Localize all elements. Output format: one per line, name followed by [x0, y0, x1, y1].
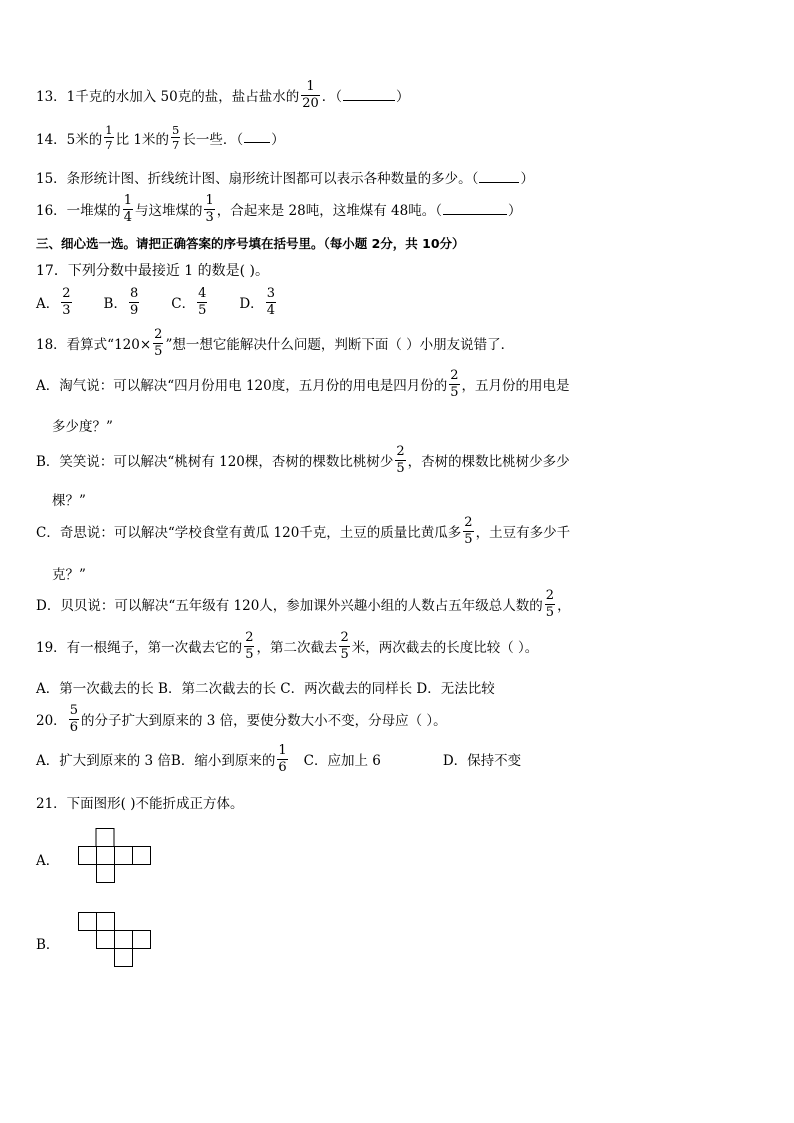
- q18-option-d[interactable]: D．贝贝说：可以解决“五年级有 120人，参加课外兴趣小组的人数占五年级总人数的 $\frac{2}{5}$ ，: [36, 588, 571, 620]
- question-16: 16．一堆煤的 $\frac{1}{4}$ 与这堆煤的 $\frac{1}{3}$ ，合起来是 28吨，这堆煤有 48吨。（ ）: [36, 193, 522, 225]
- fraction: $\frac{1}{20}$: [302, 79, 319, 111]
- question-20: 20． $\frac{5}{6}$ 的分子扩大到原来的 3 倍，要使分数大小不变，分母应（ ）。: [36, 703, 447, 735]
- fraction: $\frac{5}{6}$: [69, 703, 78, 735]
- option-a[interactable]: A．扩大到原来的 3 倍: [36, 753, 171, 770]
- question-14: 14．5米的 $\frac{1}{7}$ 比 1米的 $\frac{5}{7}$ 长一些．（ ）: [36, 123, 285, 153]
- q18-option-a-cont: 多少度？”: [52, 419, 113, 435]
- option-b[interactable]: B． $\frac{8}{9}$: [103, 286, 139, 318]
- question-17: 17．下列分数中最接近 1 的数是( )。: [36, 263, 269, 279]
- q19-options[interactable]: A．第一次截去的长 B．第二次截去的长 C．两次截去的同样长 D．无法比较: [36, 681, 495, 697]
- fraction: $\frac{2}{5}$: [545, 588, 555, 620]
- question-13: 13．1千克的水加入 50克的盐，盐占盐水的 $\frac{1}{20}$ ．（ ）: [36, 79, 410, 111]
- fraction: $\frac{1}{7}$: [105, 123, 113, 153]
- section-heading: 三、细心选一选。请把正确答案的序号填在括号里。（每小题 2分，共 10分）: [36, 236, 465, 251]
- option-a[interactable]: A． $\frac{2}{3}$: [36, 286, 71, 318]
- option-c[interactable]: C． $\frac{4}{5}$: [171, 286, 207, 318]
- option-d[interactable]: D． $\frac{3}{4}$: [239, 286, 275, 318]
- answer-blank[interactable]: [443, 204, 507, 215]
- fraction: $\frac{2}{3}$: [62, 286, 71, 318]
- cube-net-a: [78, 828, 152, 886]
- q18-option-b[interactable]: B．笑笑说：可以解决“桃树有 120棵，杏树的棵数比桃树少 $\frac{2}{5}$ ，杏树的棵数比桃树少多少: [36, 444, 570, 476]
- question-15: 15．条形统计图、折线统计图、扇形统计图都可以表示各种数量的多少。（ ）: [36, 171, 534, 187]
- fraction: $\frac{8}{9}$: [129, 286, 139, 318]
- question-19: 19．有一根绳子，第一次截去它的 $\frac{2}{5}$ ，第二次截去 $\frac{2}{5}$ 米，两次截去的长度比较（ ）。: [36, 630, 539, 662]
- answer-blank[interactable]: [244, 132, 270, 143]
- fraction: $\frac{1}{6}$: [278, 743, 287, 775]
- option-b[interactable]: B．缩小到原来的 $\frac{1}{6}$: [170, 743, 287, 775]
- question-21: 21．下面图形( )不能折成正方体。: [36, 796, 244, 812]
- fraction: $\frac{2}{5}$: [396, 444, 405, 476]
- fraction: $\frac{3}{4}$: [266, 286, 275, 318]
- q13-text: 13．1千克的水加入 50克的盐，盐占盐水的: [36, 89, 300, 106]
- fraction: $\frac{1}{3}$: [205, 193, 214, 225]
- question-18: 18．看算式“120× $\frac{2}{5}$ ”想一想它能解决什么问题，判断下面（ ）小朋友说错了．: [36, 327, 515, 359]
- q20-options: [36, 744, 521, 774]
- answer-blank[interactable]: [343, 90, 395, 101]
- cube-net-b: [78, 912, 152, 970]
- fraction: $\frac{4}{5}$: [198, 286, 207, 318]
- fraction: $\frac{5}{7}$: [172, 123, 180, 153]
- q18-option-c-cont: 克？”: [52, 567, 86, 583]
- q17-options: [36, 287, 278, 317]
- fraction: $\frac{2}{5}$: [245, 630, 254, 662]
- option-c[interactable]: C．应加上 6: [303, 753, 381, 770]
- q18-option-b-cont: 棵？”: [52, 493, 86, 509]
- q21-option-a-label[interactable]: A．: [36, 853, 60, 869]
- fraction: $\frac{1}{4}$: [123, 193, 132, 225]
- fraction: $\frac{2}{5}$: [154, 327, 163, 359]
- fraction: $\frac{2}{5}$: [464, 515, 473, 547]
- q21-option-b-label[interactable]: B．: [36, 937, 60, 953]
- fraction: $\frac{2}{5}$: [340, 630, 349, 662]
- fraction: $\frac{2}{5}$: [450, 368, 459, 400]
- answer-blank[interactable]: [479, 172, 519, 183]
- option-d[interactable]: D．保持不变: [442, 753, 522, 770]
- q18-option-c[interactable]: C．奇思说：可以解决“学校食堂有黄瓜 120千克，土豆的质量比黄瓜多 $\frac{2}{5}$ ，土豆有多少千: [36, 515, 571, 547]
- q18-option-a[interactable]: A．淘气说：可以解决“四月份用电 120度，五月份的用电是四月份的 $\frac{2}{5}$ ，五月份的用电是: [36, 368, 570, 400]
